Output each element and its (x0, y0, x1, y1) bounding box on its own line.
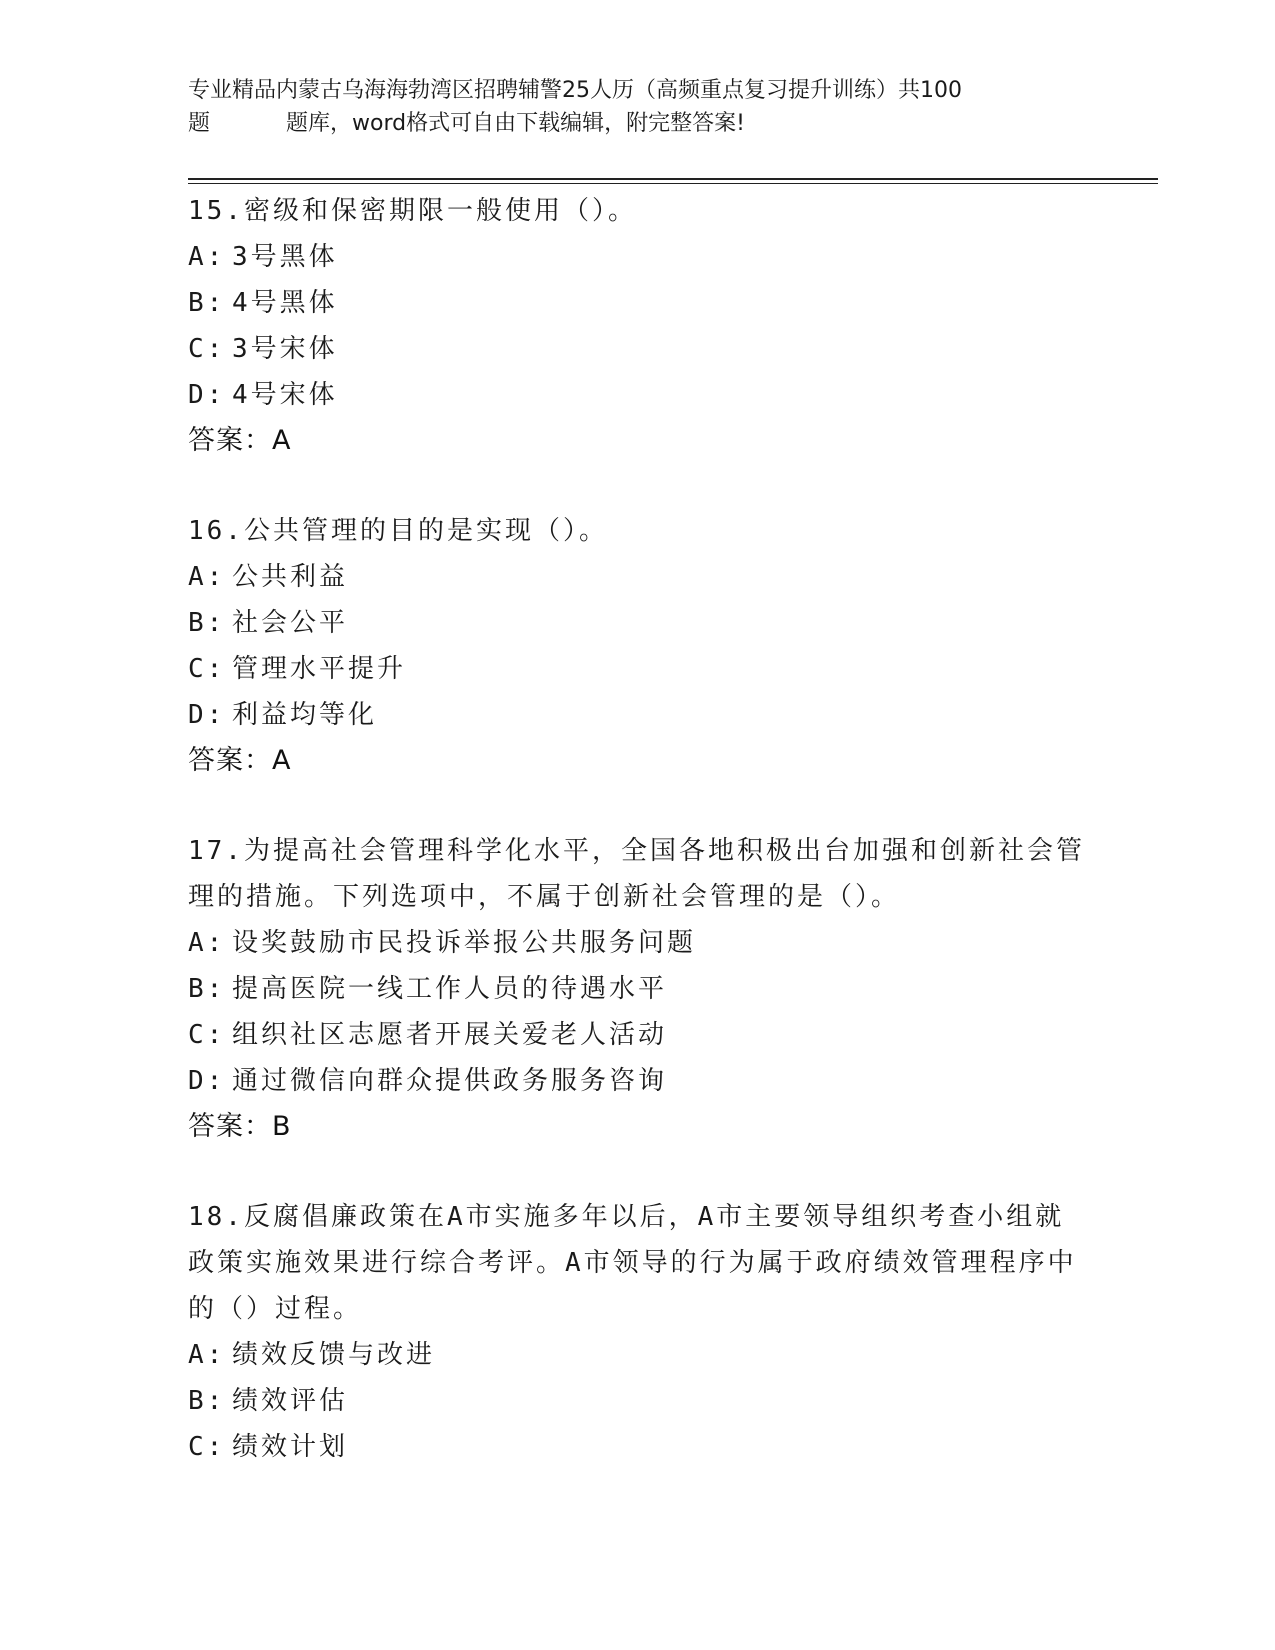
option-b (188, 600, 1088, 646)
option-text: 利益均等化 (232, 700, 378, 730)
question-15 (188, 188, 1088, 464)
option-key: C: (188, 1432, 226, 1462)
option-key: C: (188, 1020, 226, 1050)
option-a (188, 554, 1088, 600)
option-key: A: (188, 562, 226, 592)
option-a (188, 234, 1088, 280)
option-c (188, 1424, 1088, 1470)
option-key: D: (188, 380, 226, 410)
option-text: 组织社区志愿者开展关爱老人活动 (232, 1020, 668, 1050)
option-key: A: (188, 928, 226, 958)
option-text: 社会公平 (232, 608, 349, 638)
option-key: D: (188, 700, 226, 730)
option-b (188, 280, 1088, 326)
option-key: A: (188, 1340, 226, 1370)
answer-line: 答案：B (188, 1111, 292, 1142)
question-stem: 15.密级和保密期限一般使用（）。 (188, 196, 637, 226)
option-key: C: (188, 334, 226, 364)
option-text: 公共利益 (232, 562, 349, 592)
option-text: 4号黑体 (232, 288, 338, 318)
option-key: B: (188, 1386, 226, 1416)
option-key: A: (188, 242, 226, 272)
option-a (188, 1332, 1088, 1378)
header-title-line1: 专业精品内蒙古乌海海勃湾区招聘辅警25人历（高频重点复习提升训练）共100 (188, 78, 962, 103)
option-d (188, 692, 1088, 738)
option-key: B: (188, 288, 226, 318)
option-key: D: (188, 1066, 226, 1096)
option-b (188, 1378, 1088, 1424)
option-text: 提高医院一线工作人员的待遇水平 (232, 974, 668, 1004)
question-stem: 18.反腐倡廉政策在A市实施多年以后，A市主要领导组织考查小组就政策实施效果进行综合考评。A市领导的行为属于政府绩效管理程序中的（）过程。 (188, 1202, 1077, 1324)
option-text: 设奖鼓励市民投诉举报公共服务问题 (232, 928, 697, 958)
option-key: B: (188, 608, 226, 638)
option-text: 绩效评估 (232, 1386, 349, 1416)
header-divider-thick (188, 178, 1158, 180)
option-key: C: (188, 654, 226, 684)
question-18 (188, 1194, 1088, 1470)
option-d (188, 372, 1088, 418)
answer-line: 答案：A (188, 425, 292, 456)
option-text: 3号宋体 (232, 334, 338, 364)
question-stem: 17.为提高社会管理科学化水平，全国各地积极出台加强和创新社会管理的措施。下列选项中，不属于创新社会管理的是（）。 (188, 836, 1085, 912)
document-header (188, 74, 1068, 140)
option-b (188, 966, 1088, 1012)
question-16 (188, 508, 1088, 784)
question-17 (188, 828, 1088, 1150)
option-text: 3号黑体 (232, 242, 338, 272)
option-c (188, 1012, 1088, 1058)
option-text: 绩效计划 (232, 1432, 349, 1462)
option-c (188, 646, 1088, 692)
question-list (188, 188, 1088, 1470)
option-c (188, 326, 1088, 372)
answer-line: 答案：A (188, 745, 292, 776)
header-title-line2 (188, 107, 1068, 140)
option-text: 通过微信向群众提供政务服务咨询 (232, 1066, 668, 1096)
header-title-line2-right: 题库，word格式可自由下载编辑，附完整答案! (286, 111, 745, 136)
option-text: 绩效反馈与改进 (232, 1340, 436, 1370)
question-stem: 16.公共管理的目的是实现（）。 (188, 516, 608, 546)
header-title-line2-left: 题 (188, 111, 211, 136)
option-text: 管理水平提升 (232, 654, 407, 684)
option-key: B: (188, 974, 226, 1004)
option-a (188, 920, 1088, 966)
option-d (188, 1058, 1088, 1104)
option-text: 4号宋体 (232, 380, 338, 410)
header-divider-thin (188, 183, 1158, 184)
